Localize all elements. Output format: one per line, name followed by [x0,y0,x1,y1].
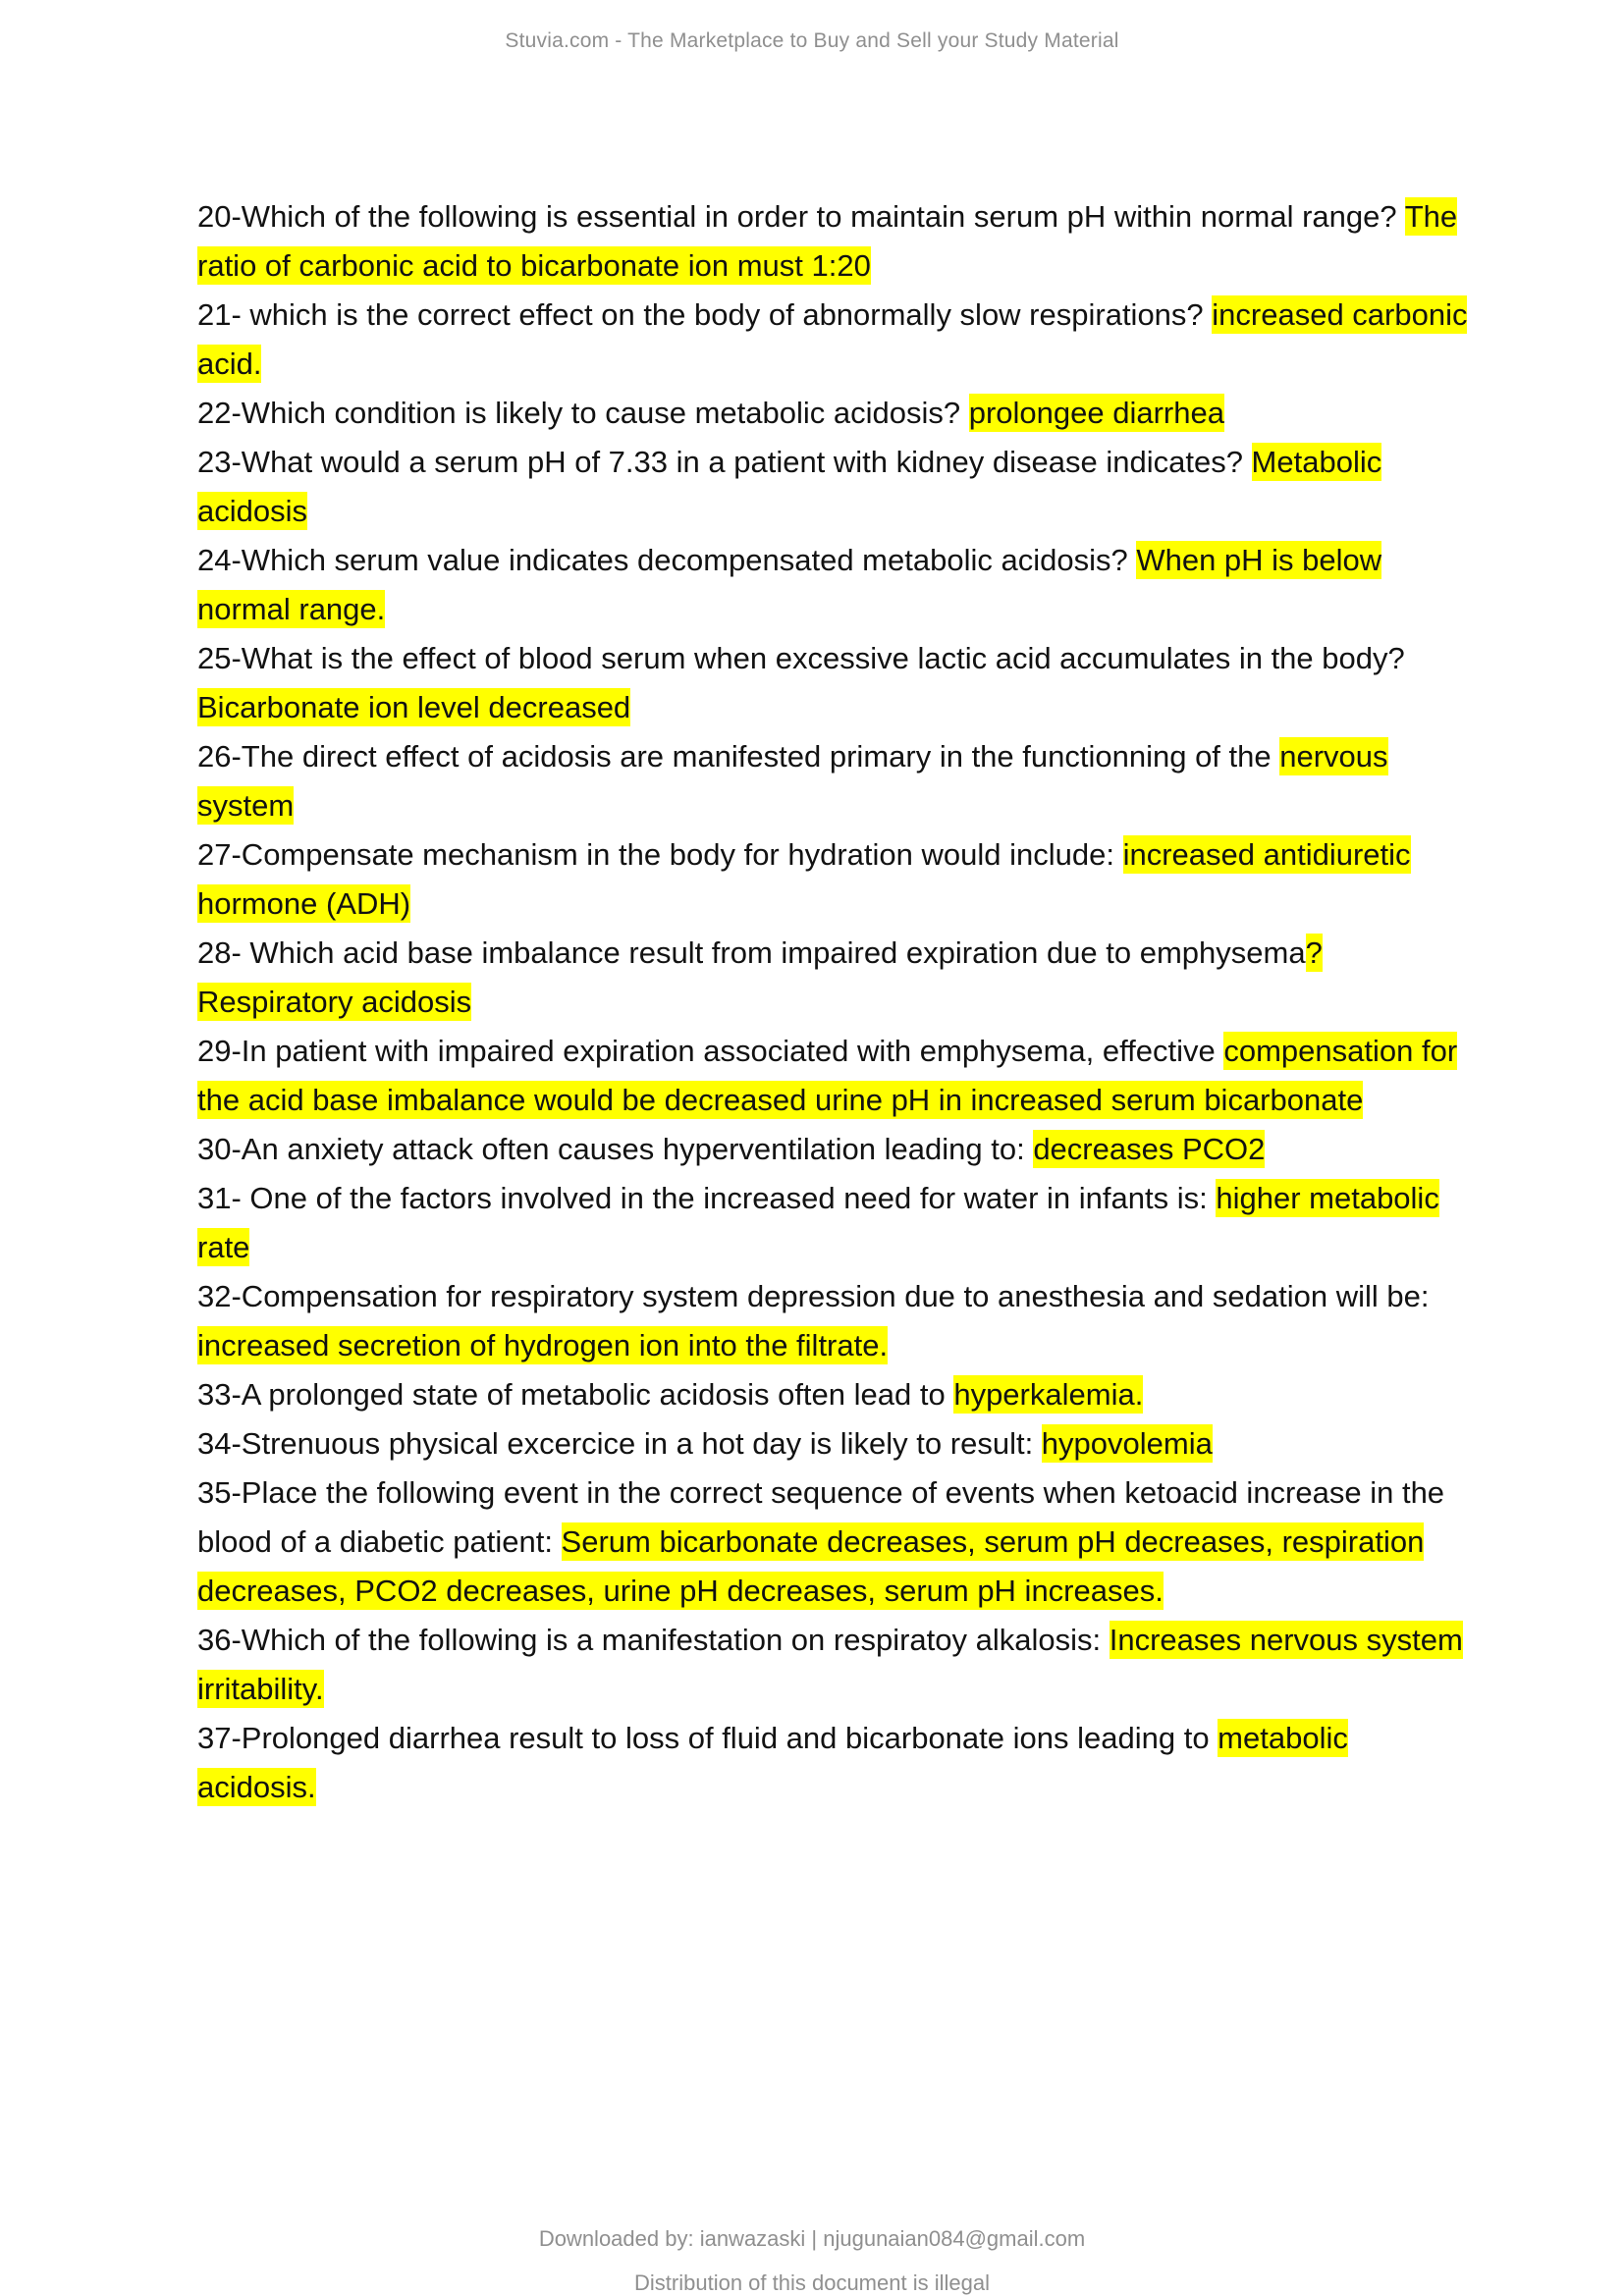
question-text: 30-An anxiety attack often causes hyperventilation leading to: [197,1132,1034,1166]
question-text: 37-Prolonged diarrhea result to loss of fluid and bicarbonate ions leading to [197,1721,1218,1755]
highlighted-answer: hypovolemia [1041,1426,1213,1461]
question-paragraph [197,1272,1474,1370]
question-paragraph [197,732,1474,830]
document-body [197,192,1474,1812]
page-footer [0,2216,1624,2296]
question-paragraph [197,438,1474,536]
question-paragraph [197,1714,1474,1812]
question-paragraph [197,830,1474,929]
highlighted-answer: metabolic acidosis. [197,1721,1348,1804]
highlighted-answer: decreases PCO2 [1033,1132,1266,1166]
highlighted-answer: increased secretion of hydrogen ion into the filtrate. [197,1328,889,1362]
highlighted-answer: The ratio of carbonic acid to bicarbonate ion must 1:20 [197,199,1458,283]
question-text: 28- Which acid base imbalance result from impaired expiration due to emphysema [197,935,1306,970]
question-paragraph [197,192,1474,291]
question-paragraph [197,536,1474,634]
highlighted-answer: nervous system [197,739,1388,823]
highlighted-answer: higher metabolic rate [197,1181,1439,1264]
question-text: 29-In patient with impaired expiration associated with emphysema, effective [197,1034,1224,1068]
question-paragraph [197,1125,1474,1174]
highlighted-answer: Bicarbonate ion level decreased [197,690,631,724]
highlighted-answer: increased carbonic acid. [197,297,1468,381]
question-text: 31- One of the factors involved in the increased need for water in infants is: [197,1181,1217,1215]
question-text: 35-Place the following event in the correct sequence of events when ketoacid increase in the blood of a diabetic patient: [197,1475,1445,1559]
highlighted-answer: hyperkalemia. [953,1377,1144,1412]
question-text: 27-Compensate mechanism in the body for hydration would include: [197,837,1123,872]
question-text: 34-Strenuous physical excercice in a hot day is likely to result: [197,1426,1042,1461]
question-paragraph [197,389,1474,438]
question-text: 32-Compensation for respiratory system depression due to anesthesia and sedation will be: [197,1279,1430,1313]
highlighted-answer: When pH is below normal range. [197,543,1382,626]
question-text: 22-Which condition is likely to cause metabolic acidosis? [197,396,969,430]
question-paragraph [197,929,1474,1027]
highlighted-answer: compensation for the acid base imbalance would be decreased urine pH in increased serum bicarbonate [197,1034,1458,1117]
highlighted-answer: ? Respiratory acidosis [197,935,1323,1019]
question-text: 20-Which of the following is essential in order to maintain serum pH within normal range? [197,199,1405,234]
highlighted-answer: increased antidiuretic hormone (ADH) [197,837,1411,921]
question-paragraph [197,1419,1474,1468]
question-text: 24-Which serum value indicates decompensated metabolic acidosis? [197,543,1137,577]
question-text: 33-A prolonged state of metabolic acidosis often lead to [197,1377,954,1412]
question-text: 26-The direct effect of acidosis are manifested primary in the functionning of the [197,739,1280,774]
question-paragraph [197,1468,1474,1616]
highlighted-answer: Metabolic acidosis [197,445,1382,528]
highlighted-answer: Increases nervous system irritability. [197,1623,1463,1706]
question-paragraph [197,1174,1474,1272]
question-text: 23-What would a serum pH of 7.33 in a patient with kidney disease indicates? [197,445,1252,479]
question-text: 36-Which of the following is a manifestation on respiratoy alkalosis: [197,1623,1110,1657]
question-paragraph [197,1027,1474,1125]
footer-distribution-notice: Distribution of this document is illegal [634,2270,990,2295]
question-paragraph [197,1370,1474,1419]
question-paragraph [197,1616,1474,1714]
highlighted-answer: Serum bicarbonate decreases, serum pH decreases, respiration decreases, PCO2 decreases, urine pH decreases, serum pH increases. [197,1524,1425,1608]
footer-downloaded-by: Downloaded by: ianwazaski | njugunaian084@gmail.com [538,2226,1086,2251]
question-text: 25-What is the effect of blood serum when excessive lactic acid accumulates in the body? [197,641,1405,675]
question-text: 21- which is the correct effect on the body of abnormally slow respirations? [197,297,1213,332]
highlighted-answer: prolongee diarrhea [968,396,1224,430]
page-header-title: Stuvia.com - The Marketplace to Buy and Sell your Study Material [505,29,1119,52]
question-paragraph [197,634,1474,732]
question-paragraph [197,291,1474,389]
